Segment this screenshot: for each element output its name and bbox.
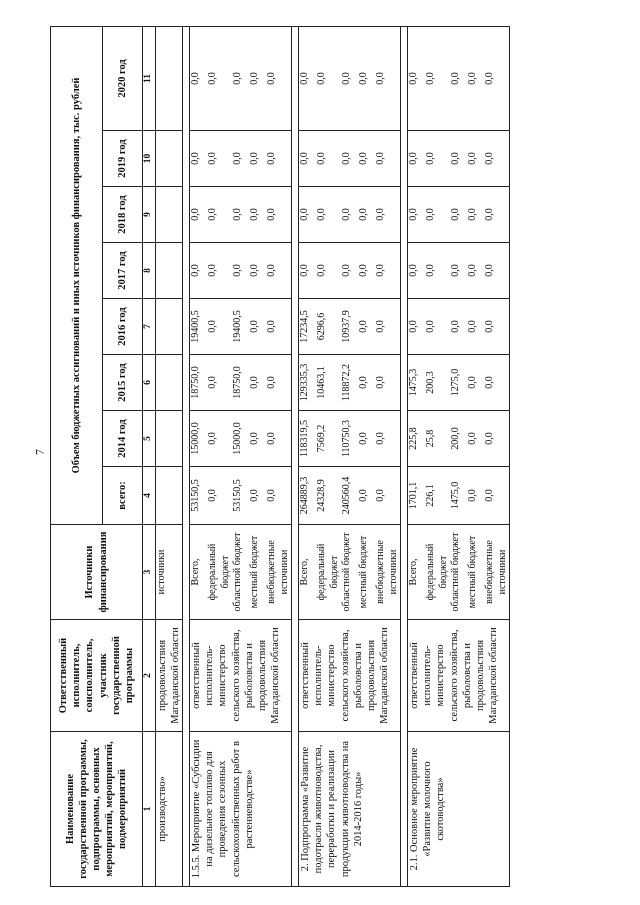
year-value: 15000,0 — [232, 411, 249, 467]
year-value: 0,0 — [375, 411, 401, 467]
column-index: 3 — [143, 525, 156, 620]
year-value: 18750,0 — [232, 355, 249, 411]
year-value: 0,0 — [299, 131, 317, 187]
year-value: 0,0 — [467, 26, 484, 130]
year-value: 0,0 — [316, 243, 341, 299]
year-value: 0,0 — [207, 411, 232, 467]
year-value: 10937,9 — [341, 299, 358, 355]
year-value: 0,0 — [467, 243, 484, 299]
total-value: 0,0 — [484, 467, 510, 525]
column-index: 7 — [143, 299, 156, 355]
year-value: 0,0 — [266, 355, 292, 411]
year-value: 0,0 — [249, 187, 266, 243]
year-value: 0,0 — [425, 243, 450, 299]
year-value: 0,0 — [375, 26, 401, 130]
year-value: 19400,5 — [232, 299, 249, 355]
header-year: 2017 год — [103, 243, 143, 299]
year-value: 118872,2 — [341, 355, 358, 411]
year-value: 0,0 — [484, 131, 510, 187]
funding-source: Всего, — [299, 525, 317, 620]
total-value: 53150,5 — [232, 467, 249, 525]
funding-source: внебюджетные источники — [266, 525, 292, 620]
total-value: 0,0 — [249, 467, 266, 525]
header-name: Наименование государственной программы, подпрограммы, основных мероприятий, мероприятий, подмероприятий — [51, 732, 143, 887]
year-value: 1475,3 — [408, 355, 426, 411]
executor: ответственный исполнитель-министерство сельского хозяйства, рыболовства и продовольствия Магаданской области — [408, 620, 510, 732]
year-value: 0,0 — [408, 131, 426, 187]
header-volume: Объем бюджетных ассигнований и иных источников финансирования, тыс. рублей — [51, 26, 103, 524]
year-value: 0,0 — [358, 187, 375, 243]
year-value: 0,0 — [484, 187, 510, 243]
year-value: 0,0 — [249, 411, 266, 467]
year-value: 0,0 — [207, 187, 232, 243]
year-value — [155, 131, 182, 187]
table-row — [155, 26, 182, 886]
year-value: 0,0 — [190, 243, 208, 299]
funding-source: федеральный бюджет — [425, 525, 450, 620]
year-value: 0,0 — [207, 26, 232, 130]
year-value: 0,0 — [408, 243, 426, 299]
program-name: 2.1. Основное мероприятие «Развитие молочного скотоводства» — [408, 732, 510, 887]
year-value: 0,0 — [299, 243, 317, 299]
year-value: 0,0 — [232, 187, 249, 243]
year-value: 225,8 — [408, 411, 426, 467]
year-value: 0,0 — [249, 355, 266, 411]
column-index: 10 — [143, 131, 156, 187]
column-index: 1 — [143, 732, 156, 887]
program-name: 1.5.5. Мероприятие «Субсидии на дизельное топливо для проведения сезонных сельскохозяйственных работ в растениеводстве» — [190, 732, 292, 887]
funding-source: внебюджетные источники — [375, 525, 401, 620]
total-value: 264889,3 — [299, 467, 317, 525]
block-gap — [292, 26, 299, 886]
year-value: 0,0 — [484, 26, 510, 130]
funding-source: областной бюджет — [450, 525, 467, 620]
executor: ответственный исполнитель-министерство сельского хозяйства, рыболовства и продовольствия Магаданской области — [190, 620, 292, 732]
year-value: 0,0 — [358, 411, 375, 467]
total-value: 0,0 — [467, 467, 484, 525]
year-value: 0,0 — [266, 411, 292, 467]
year-value: 0,0 — [207, 243, 232, 299]
header-year: 2015 год — [103, 355, 143, 411]
year-value: 0,0 — [299, 26, 317, 130]
total-value: 240560,4 — [341, 467, 358, 525]
year-value: 118319,5 — [299, 411, 317, 467]
year-value: 0,0 — [408, 187, 426, 243]
year-value: 0,0 — [425, 26, 450, 130]
total-value: 0,0 — [266, 467, 292, 525]
year-value: 15000,0 — [190, 411, 208, 467]
funding-source: внебюджетные источники — [484, 525, 510, 620]
year-value: 0,0 — [467, 355, 484, 411]
year-value: 0,0 — [190, 187, 208, 243]
gap-cell — [183, 26, 190, 886]
column-index: 9 — [143, 187, 156, 243]
funding-source: местный бюджет — [358, 525, 375, 620]
column-index: 4 — [143, 467, 156, 525]
funding-source: областной бюджет — [341, 525, 358, 620]
year-value: 7569,2 — [316, 411, 341, 467]
total-value — [155, 467, 182, 525]
page-number: 7 — [32, 449, 47, 455]
year-value: 0,0 — [484, 299, 510, 355]
year-value: 0,0 — [341, 131, 358, 187]
year-value: 0,0 — [232, 243, 249, 299]
funding-source: федеральный бюджет — [316, 525, 341, 620]
header-year: 2014 год — [103, 411, 143, 467]
header-year: 2019 год — [103, 131, 143, 187]
year-value: 17234,5 — [299, 299, 317, 355]
year-value: 0,0 — [484, 243, 510, 299]
funding-source: Всего, — [190, 525, 208, 620]
rotated-page — [50, 27, 620, 887]
year-value: 110750,3 — [341, 411, 358, 467]
funding-source: Всего, — [408, 525, 426, 620]
year-value: 25,8 — [425, 411, 450, 467]
table-row — [190, 26, 208, 886]
year-value: 0,0 — [450, 243, 467, 299]
year-value: 0,0 — [375, 187, 401, 243]
column-index: 8 — [143, 243, 156, 299]
total-value: 0,0 — [207, 467, 232, 525]
year-value: 0,0 — [408, 26, 426, 130]
year-value: 0,0 — [232, 26, 249, 130]
column-index: 6 — [143, 355, 156, 411]
year-value: 0,0 — [408, 299, 426, 355]
header-year: 2018 год — [103, 187, 143, 243]
column-index-row — [143, 26, 156, 886]
year-value: 0,0 — [358, 299, 375, 355]
header-source: Источники финансирования — [51, 525, 143, 620]
year-value: 0,0 — [316, 131, 341, 187]
year-value: 129335,3 — [299, 355, 317, 411]
year-value: 0,0 — [341, 187, 358, 243]
year-value: 0,0 — [450, 187, 467, 243]
year-value: 0,0 — [316, 187, 341, 243]
year-value: 0,0 — [266, 243, 292, 299]
year-value: 0,0 — [190, 131, 208, 187]
year-value — [155, 299, 182, 355]
table-body — [155, 26, 509, 886]
year-value: 0,0 — [232, 131, 249, 187]
total-value: 226,1 — [425, 467, 450, 525]
year-value: 0,0 — [207, 131, 232, 187]
year-value: 19400,5 — [190, 299, 208, 355]
year-value: 0,0 — [358, 243, 375, 299]
year-value: 0,0 — [484, 355, 510, 411]
year-value: 0,0 — [358, 26, 375, 130]
year-value: 0,0 — [207, 299, 232, 355]
year-value: 0,0 — [467, 411, 484, 467]
program-name: производство» — [155, 732, 182, 887]
table-row — [408, 26, 426, 886]
year-value: 0,0 — [341, 26, 358, 130]
funding-source: местный бюджет — [249, 525, 266, 620]
total-value: 53150,5 — [190, 467, 208, 525]
financing-table — [50, 26, 510, 887]
program-name: 2. Подпрограмма «Развитие подотрасли животноводства, переработки и реализации продукции животноводства на 2014-2016 годы» — [299, 732, 401, 887]
total-value: 1475,0 — [450, 467, 467, 525]
block-gap — [401, 26, 408, 886]
year-value: 18750,0 — [190, 355, 208, 411]
column-index: 5 — [143, 411, 156, 467]
year-value: 10463,1 — [316, 355, 341, 411]
year-value: 0,0 — [266, 26, 292, 130]
year-value: 1275,0 — [450, 355, 467, 411]
year-value: 0,0 — [375, 243, 401, 299]
total-value: 24328,9 — [316, 467, 341, 525]
column-index: 2 — [143, 620, 156, 732]
year-value: 0,0 — [375, 131, 401, 187]
table-row — [299, 26, 317, 886]
year-value — [155, 411, 182, 467]
year-value: 0,0 — [467, 299, 484, 355]
year-value: 0,0 — [467, 131, 484, 187]
year-value — [155, 26, 182, 130]
gap-cell — [292, 26, 299, 886]
year-value: 0,0 — [425, 131, 450, 187]
executor: продовольствия Магаданской области — [155, 620, 182, 732]
gap-cell — [401, 26, 408, 886]
year-value: 6296,6 — [316, 299, 341, 355]
year-value: 0,0 — [450, 299, 467, 355]
total-value: 1701,1 — [408, 467, 426, 525]
funding-source: источники — [155, 525, 182, 620]
year-value: 0,0 — [467, 187, 484, 243]
funding-source: областной бюджет — [232, 525, 249, 620]
year-value: 0,0 — [249, 299, 266, 355]
block-gap — [183, 26, 190, 886]
header-total: всего: — [103, 467, 143, 525]
year-value — [155, 355, 182, 411]
year-value — [155, 243, 182, 299]
year-value: 200,0 — [450, 411, 467, 467]
year-value: 0,0 — [375, 299, 401, 355]
year-value: 0,0 — [484, 411, 510, 467]
year-value: 0,0 — [266, 187, 292, 243]
year-value: 0,0 — [249, 26, 266, 130]
year-value: 0,0 — [450, 26, 467, 130]
total-value: 0,0 — [358, 467, 375, 525]
year-value: 0,0 — [190, 26, 208, 130]
funding-source: местный бюджет — [467, 525, 484, 620]
year-value: 0,0 — [249, 131, 266, 187]
header-year: 2016 год — [103, 299, 143, 355]
year-value: 0,0 — [207, 355, 232, 411]
year-value: 0,0 — [266, 299, 292, 355]
year-value: 0,0 — [425, 299, 450, 355]
year-value: 0,0 — [358, 355, 375, 411]
year-value: 0,0 — [266, 131, 292, 187]
year-value: 0,0 — [375, 355, 401, 411]
total-value: 0,0 — [375, 467, 401, 525]
year-value: 0,0 — [341, 243, 358, 299]
year-value: 200,3 — [425, 355, 450, 411]
funding-source: федеральный бюджет — [207, 525, 232, 620]
year-value: 0,0 — [358, 131, 375, 187]
year-value: 0,0 — [249, 243, 266, 299]
header-executor: Ответственный исполнитель, соисполнитель, участник государственной программы — [51, 620, 143, 732]
year-value: 0,0 — [299, 187, 317, 243]
year-value — [155, 187, 182, 243]
column-index: 11 — [143, 26, 156, 130]
header-year: 2020 год — [103, 26, 143, 130]
year-value: 0,0 — [425, 187, 450, 243]
executor: ответственный исполнитель-министерство сельского хозяйства, рыболовства и продовольствия Магаданской области — [299, 620, 401, 732]
year-value: 0,0 — [450, 131, 467, 187]
year-value: 0,0 — [316, 26, 341, 130]
